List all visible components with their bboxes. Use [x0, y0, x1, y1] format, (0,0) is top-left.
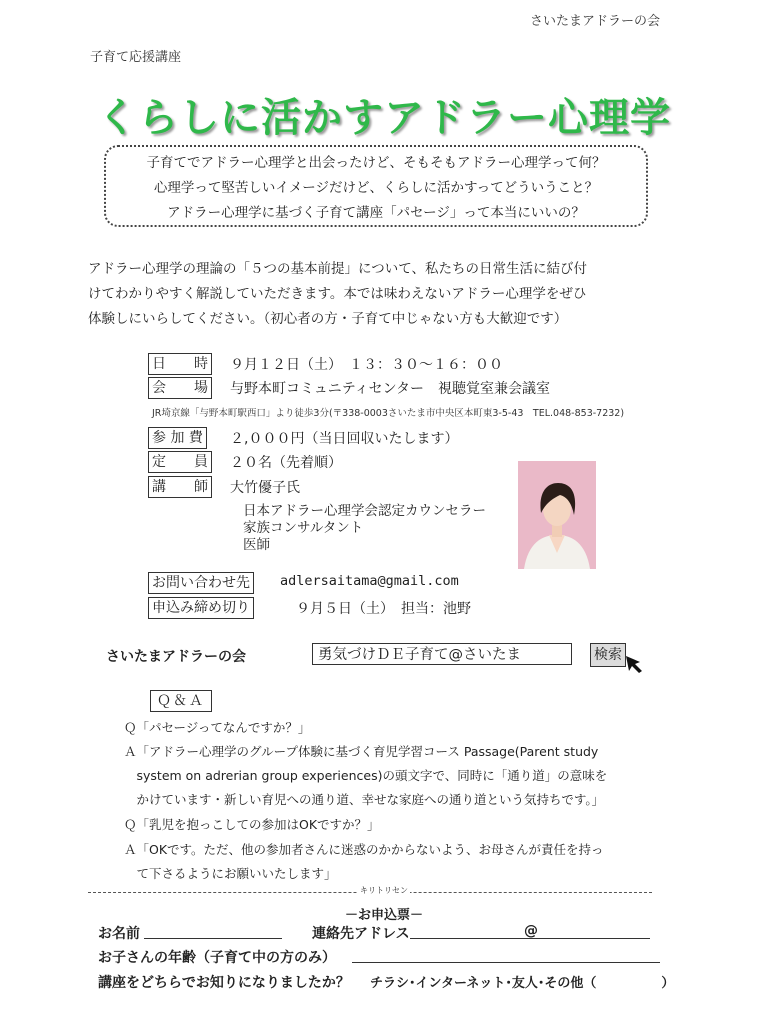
intro-question: 子育てでアドラー心理学と出会ったけど、そもそもアドラー心理学って何？	[146, 155, 606, 171]
lecturer-portrait-icon	[518, 461, 596, 569]
qa-heading: Ｑ＆Ａ	[150, 690, 212, 712]
child-age-field[interactable]	[352, 946, 660, 963]
intro-question: アドラー心理学に基づく子育て講座「パセージ」って本当にいいの？	[167, 205, 585, 221]
cut-label-text: キリトリセン	[360, 886, 408, 895]
source-question: 講座をどちらでお知りになりましたか？	[98, 975, 350, 991]
fee-value: ２,０００円（当日回収いたします）	[230, 431, 459, 447]
credential: 家族コンサルタント	[243, 520, 364, 536]
lecturer-label: 講 師	[148, 476, 212, 498]
date-label: 日 時	[148, 353, 212, 375]
description	[88, 257, 678, 332]
venue-value: 与野本町コミュニティセンター 視聴覚室兼会議室	[230, 381, 551, 397]
qa-line: Ｑ「パセージってなんですか？」	[124, 720, 311, 735]
intro-question: 心理学って堅苦しいイメージだけど、くらしに活かすってどういうこと？	[153, 180, 599, 196]
child-age-label: お子さんの年齢（子育て中の方のみ）	[98, 950, 336, 966]
cursor-pointer-icon	[624, 654, 646, 674]
description-line: けてわかりやすく解説していただきます。本では味わえないアドラー心理学をぜひ	[88, 286, 587, 302]
credential: 医師	[243, 537, 270, 553]
capacity-value: ２０名（先着順）	[230, 455, 342, 471]
organization-name: さいたまアドラーの会	[529, 14, 660, 29]
search-organization: さいたまアドラーの会	[106, 649, 246, 665]
description-line: 体験しにいらしてください。（初心者の方・子育て中じゃない方も大歓迎です）	[88, 311, 568, 327]
contact-label: お問い合わせ先	[148, 572, 254, 594]
fee-label: 参 加 費	[148, 427, 207, 449]
lecturer-photo	[518, 461, 596, 569]
intro-questions-box	[104, 145, 648, 227]
cut-label	[0, 885, 768, 896]
deadline-value: ９月５日（土） 担当：池野	[296, 601, 471, 617]
deadline-label: 申込み締め切り	[148, 597, 254, 619]
lecturer-credentials	[243, 503, 486, 554]
search-button[interactable]: 検索	[590, 643, 626, 667]
contact-email[interactable]: adlersaitama@gmail.com	[280, 573, 459, 589]
name-field[interactable]	[144, 922, 282, 939]
qa-line: て下さるようにお願いいたします」	[124, 866, 337, 881]
lecturer-name: 大竹優子氏	[230, 480, 300, 496]
at-sign: @	[524, 923, 538, 939]
description-line: アドラー心理学の理論の「５つの基本前提」について、私たちの日常生活に結び付	[88, 261, 587, 277]
venue-label: 会 場	[148, 377, 212, 399]
email-label: 連絡先アドレス	[312, 926, 410, 942]
form-title: －お申込票－	[344, 908, 423, 923]
series-label: 子育て応援講座	[90, 50, 182, 65]
page-title: くらしに活かすアドラー心理学	[97, 95, 671, 141]
qa-line: Ｑ「乳児を抱っこしての参加はOKですか？」	[124, 817, 380, 832]
qa-line: system on adrerian group experiences)の頭文字で、同時に「通り道」の意味を	[124, 768, 608, 783]
qa-line: かけています・新しい育児への通り道、幸せな家庭への通り道という気持ちです。」	[124, 792, 605, 807]
qa-line: Ａ「OKです。ただ、他の参加者さんに迷惑のかからないよう、お母さんが責任を持っ	[124, 842, 604, 857]
source-options[interactable]: チラシ･インターネット･友人･その他（ ）	[370, 976, 675, 991]
credential: 日本アドラー心理学会認定カウンセラー	[243, 503, 486, 519]
name-label: お名前	[98, 926, 140, 942]
capacity-label: 定 員	[148, 451, 212, 473]
search-input[interactable]: 勇気づけＤＥ子育て@さいたま	[312, 643, 572, 665]
access-info: JR埼京線「与野本町駅西口」より徒歩3分(〒338-0003さいたま市中央区本町東3-5-43 TEL.048-853-7232)	[152, 408, 625, 419]
qa-line: Ａ「アドラー心理学のグループ体験に基づく育児学習コース Passage(Parent study	[124, 744, 599, 759]
date-value: ９月１２日（土） １３：３０〜１６：００	[230, 357, 503, 373]
